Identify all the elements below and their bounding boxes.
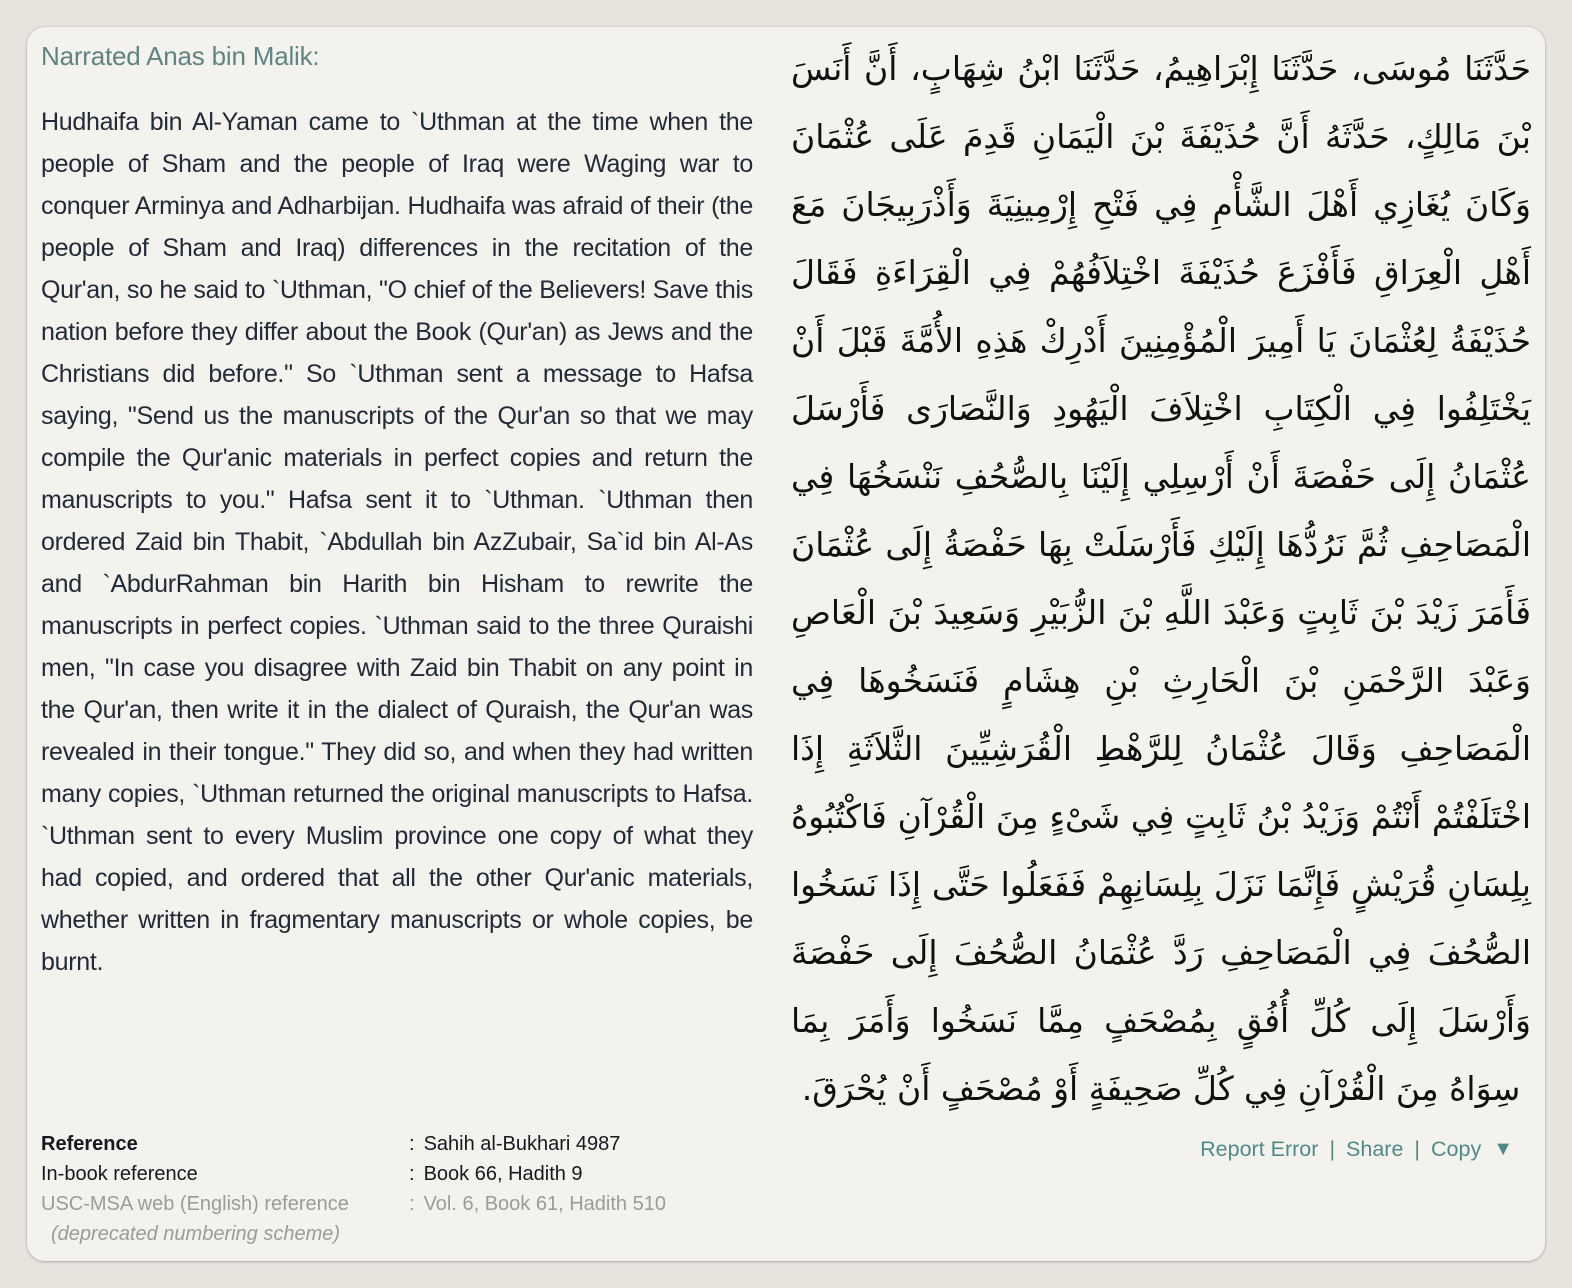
english-column <box>41 33 753 983</box>
arabic-column <box>791 33 1531 1123</box>
reference-row-uscmsa <box>41 1189 666 1219</box>
deprecated-note: (deprecated numbering scheme) <box>51 1223 341 1245</box>
inbook-reference-label: In-book reference <box>41 1163 198 1185</box>
hadith-content-row <box>41 33 1531 1123</box>
dropdown-caret-icon[interactable]: ▼ <box>1493 1138 1513 1160</box>
share-link[interactable]: Share <box>1346 1137 1404 1161</box>
reference-row-main <box>41 1129 666 1159</box>
reference-row-inbook <box>41 1159 666 1189</box>
uscmsa-reference-colon: : <box>409 1193 415 1215</box>
copy-link[interactable]: Copy <box>1431 1137 1482 1161</box>
hadith-english-text: Hudhaifa bin Al-Yaman came to `Uthman at the time when the people of Sham and the people of Iraq were Waging war to conquer Arminya and Adharbijan. Hudhaifa was afraid of their (the people of Sham and Iraq) differences in the recitation of the Qur'an, so he said to `Uthman, "O chief of the Believers! Save this nation before they differ about the Book (Qur'an) as Jews and the Christians did before." So `Uthman sent a message to Hafsa saying, "Send us the manuscripts of the Qur'an so that we may compile the Qur'anic materials in perfect copies and return the manuscripts to you." Hafsa sent it to `Uthman. `Uthman then ordered Zaid bin Thabit, `Abdullah bin AzZubair, Sa`id bin Al-As and `AbdurRahman bin Harith bin Hisham to rewrite the manuscripts in perfect copies. `Uthman said to the three Quraishi men, "In case you disagree with Zaid bin Thabit on any point in the Qur'an, then write it in the dialect of Quraish, the Qur'an was revealed in their tongue." They did so, and when they had written many copies, `Uthman returned the original manuscripts to Hafsa. `Uthman sent to every Muslim province one copy of what they had copied, and ordered that all the other Qur'anic materials, whether written in fragmentary manuscripts or whole copies, be burnt. <box>41 108 753 976</box>
reference-row-deprecated <box>41 1219 666 1249</box>
page <box>0 27 1572 1288</box>
action-separator: | <box>1329 1137 1336 1161</box>
reference-value: Sahih al-Bukhari 4987 <box>423 1133 621 1155</box>
hadith-arabic-text: حَدَّثَنَا مُوسَى، حَدَّثَنَا إِبْرَاهِيمُ، حَدَّثَنَا ابْنُ شِهَابٍ، أَنَّ أَنَسَ بْنَ مَالِكٍ، حَدَّثَهُ أَنَّ حُذَيْفَةَ بْنَ الْيَمَانِ قَدِمَ عَلَى عُثْمَانَ وَكَانَ يُغَازِي أَهْلَ الشَّأْمِ فِي فَتْحِ إِرْمِينِيَةَ وَأَذْرَبِيجَانَ مَعَ أَهْلِ الْعِرَاقِ فَأَفْزَعَ حُذَيْفَةَ اخْتِلاَفُهُمْ فِي الْقِرَاءَةِ فَقَالَ حُذَيْفَةُ لِعُثْمَانَ يَا أَمِيرَ الْمُؤْمِنِينَ أَدْرِكْ هَذِهِ الأُمَّةَ قَبْلَ أَنْ يَخْتَلِفُوا فِي الْكِتَابِ اخْتِلاَفَ الْيَهُودِ وَالنَّصَارَى فَأَرْسَلَ عُثْمَانُ إِلَى حَفْصَةَ أَنْ أَرْسِلِي إِلَيْنَا بِالصُّحُفِ نَنْسَخُهَا فِي الْمَصَاحِفِ ثُمَّ نَرُدُّهَا إِلَيْكِ فَأَرْسَلَتْ بِهَا حَفْصَةُ إِلَى عُثْمَانَ فَأَمَرَ زَيْدَ بْنَ ثَابِتٍ وَعَبْدَ اللَّهِ بْنَ الزُّبَيْرِ وَسَعِيدَ بْنَ الْعَاصِ وَعَبْدَ الرَّحْمَنِ بْنَ الْحَارِثِ بْنِ هِشَامٍ فَنَسَخُوهَا فِي الْمَصَاحِفِ وَقَالَ عُثْمَانُ لِلرَّهْطِ الْقُرَشِيِّينَ الثَّلاَثَةِ إِذَا اخْتَلَفْتُمْ أَنْتُمْ وَزَيْدُ بْنُ ثَابِتٍ فِي شَىْءٍ مِنَ الْقُرْآنِ فَاكْتُبُوهُ بِلِسَانِ قُرَيْشٍ فَإِنَّمَا نَزَلَ بِلِسَانِهِمْ فَفَعَلُوا حَتَّى إِذَا نَسَخُوا الصُّحُفَ فِي الْمَصَاحِفِ رَدَّ عُثْمَانُ الصُّحُفَ إِلَى حَفْصَةَ وَأَرْسَلَ إِلَى كُلِّ أُفُقٍ بِمُصْحَفٍ مِمَّا نَسَخُوا وَأَمَرَ بِمَا سِوَاهُ مِنَ الْقُرْآنِ فِي كُلِّ صَحِيفَةٍ أَوْ مُصْحَفٍ أَنْ يُحْرَقَ. <box>791 49 1531 1108</box>
hadith-card <box>27 27 1545 1261</box>
report-error-link[interactable]: Report Error <box>1200 1137 1319 1161</box>
action-separator: | <box>1414 1137 1420 1161</box>
uscmsa-reference-value: Vol. 6, Book 61, Hadith 510 <box>423 1193 666 1215</box>
reference-table <box>41 1129 666 1249</box>
hadith-footer <box>41 1129 1531 1249</box>
uscmsa-reference-label: USC-MSA web (English) reference <box>41 1193 349 1215</box>
reference-label: Reference <box>41 1133 138 1155</box>
inbook-reference-value: Book 66, Hadith 9 <box>423 1163 583 1185</box>
reference-colon: : <box>409 1133 415 1155</box>
narrator-heading: Narrated Anas bin Malik: <box>41 41 320 71</box>
hadith-actions <box>1200 1129 1513 1162</box>
inbook-reference-colon: : <box>409 1163 415 1185</box>
